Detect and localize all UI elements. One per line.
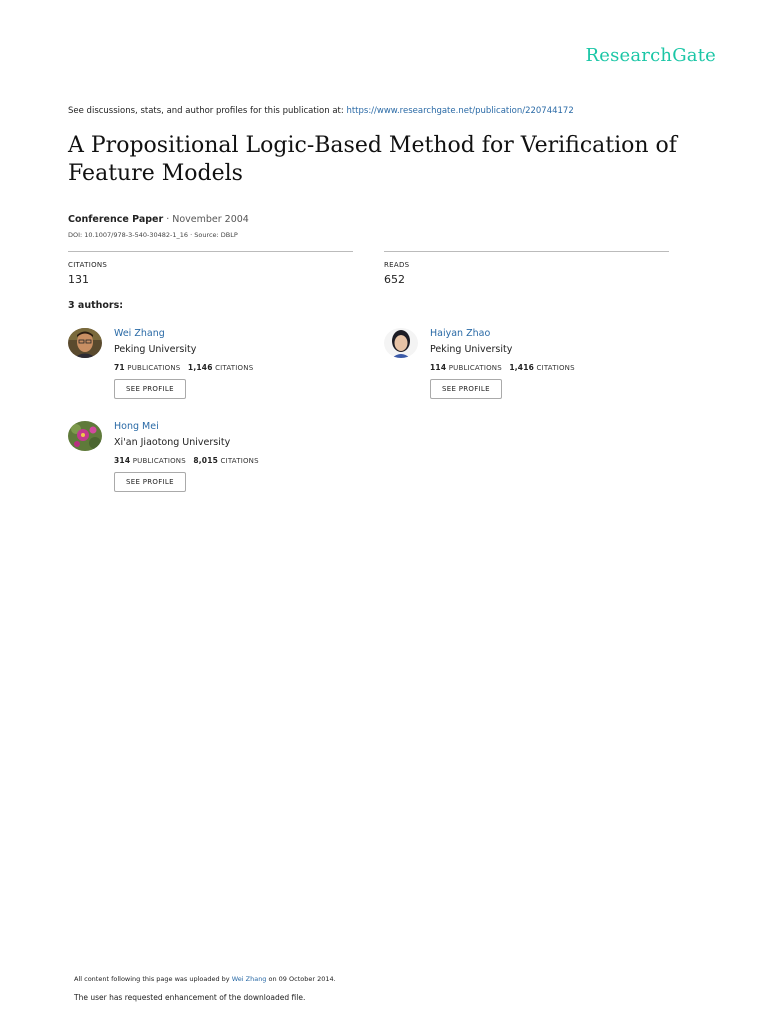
citations-label: CITATIONS <box>68 261 108 269</box>
author-name[interactable]: Wei Zhang <box>114 328 165 339</box>
paper-date: · November 2004 <box>163 214 249 225</box>
publications-count: 114 <box>430 363 447 372</box>
author-citations-label: CITATIONS <box>220 457 259 465</box>
author-card <box>68 328 368 408</box>
see-profile-button[interactable]: SEE PROFILE <box>114 379 186 399</box>
see-discussions-line <box>68 106 574 116</box>
author-institution: Xi'an Jiaotong University <box>114 437 231 448</box>
author-info <box>114 328 253 399</box>
publication-link[interactable]: https://www.researchgate.net/publication/220744172 <box>346 106 574 116</box>
author-citations-label: CITATIONS <box>215 364 254 372</box>
paper-type: Conference Paper <box>68 214 164 225</box>
upload-suffix: on 09 October 2014. <box>266 975 336 983</box>
citations-count: 8,015 <box>193 456 219 465</box>
author-institution: Peking University <box>114 344 197 355</box>
avatar[interactable] <box>68 328 102 358</box>
citations-count: 1,146 <box>187 363 213 372</box>
uploader-link[interactable]: Wei Zhang <box>231 975 267 983</box>
reads-value: 652 <box>384 273 405 286</box>
publications-count: 314 <box>114 456 131 465</box>
see-profile-button[interactable]: SEE PROFILE <box>114 472 186 492</box>
doi-line: DOI: 10.1007/978-3-540-30482-1_16 · Source: DBLP <box>68 231 238 239</box>
author-counts <box>430 363 575 372</box>
citations-value: 131 <box>68 273 89 286</box>
citations-count: 1,416 <box>509 363 535 372</box>
see-profile-button[interactable]: SEE PROFILE <box>430 379 502 399</box>
author-card <box>68 421 368 501</box>
author-info <box>430 328 575 399</box>
author-institution: Peking University <box>430 344 513 355</box>
publications-label: PUBLICATIONS <box>132 457 186 465</box>
author-card <box>384 328 684 408</box>
author-name[interactable]: Haiyan Zhao <box>430 328 491 339</box>
author-info <box>114 421 259 492</box>
enhancement-note: The user has requested enhancement of the downloaded file. <box>74 993 306 1002</box>
upload-note <box>74 975 336 983</box>
reads-label: READS <box>384 261 410 269</box>
paper-meta <box>68 214 249 225</box>
publications-label: PUBLICATIONS <box>127 364 181 372</box>
upload-prefix: All content following this page was uploaded by <box>74 975 232 983</box>
avatar[interactable] <box>68 421 102 451</box>
see-discussions-text: See discussions, stats, and author profiles for this publication at: <box>68 106 347 116</box>
publications-label: PUBLICATIONS <box>448 364 502 372</box>
author-counts <box>114 363 253 372</box>
researchgate-logo[interactable]: ResearchGate <box>585 45 716 66</box>
paper-title: A Propositional Logic-Based Method for Verification of Feature Models <box>68 133 677 186</box>
publications-count: 71 <box>114 363 125 372</box>
citations-stat <box>68 251 353 286</box>
author-citations-label: CITATIONS <box>536 364 575 372</box>
authors-heading: 3 authors: <box>68 300 124 311</box>
avatar[interactable] <box>384 328 418 358</box>
author-counts <box>114 456 259 465</box>
reads-stat <box>384 251 669 286</box>
author-name[interactable]: Hong Mei <box>114 421 159 432</box>
